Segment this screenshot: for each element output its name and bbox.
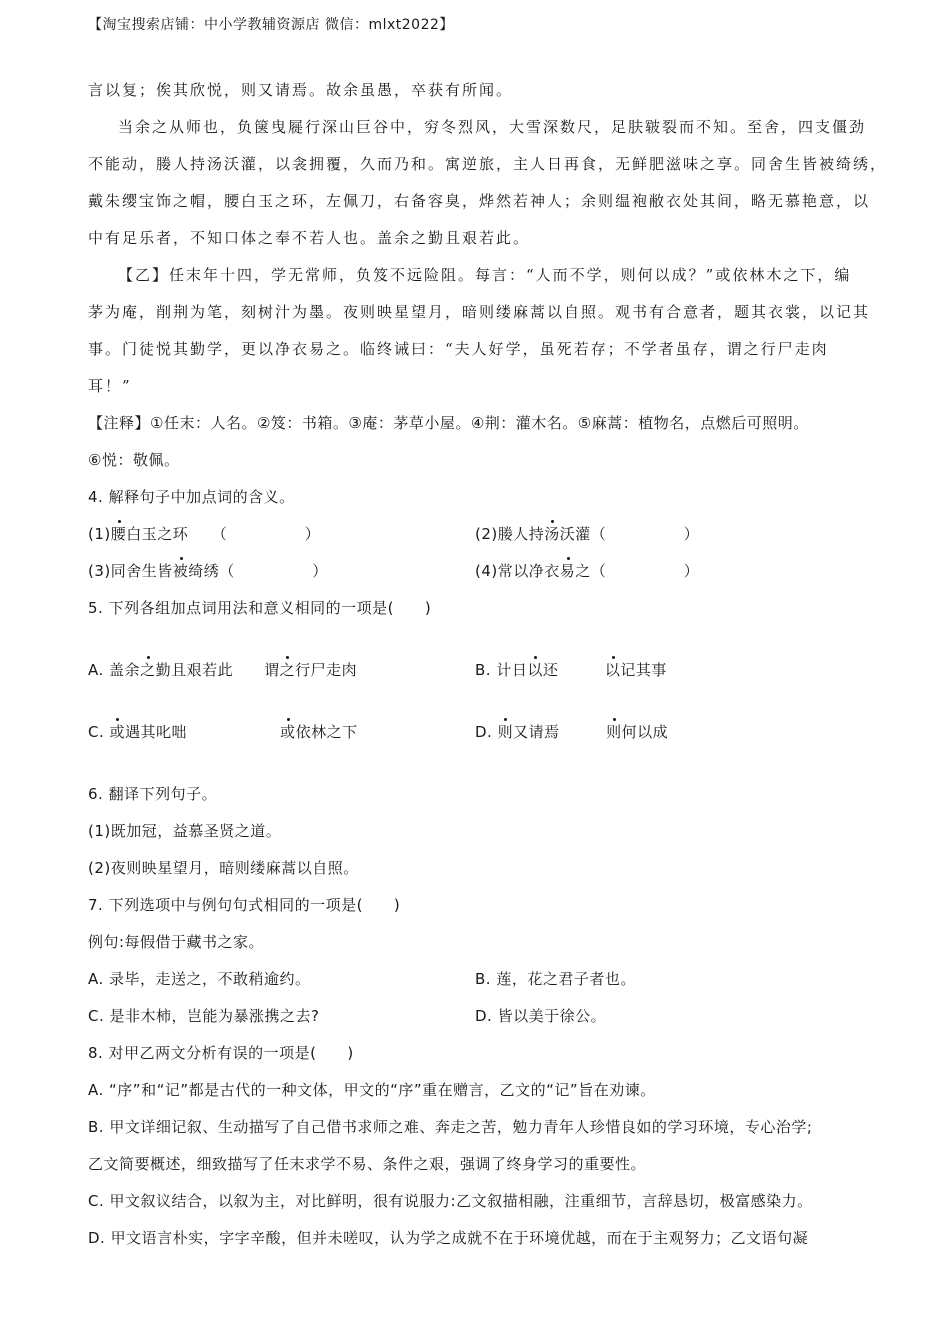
option-a: A. 录毕，走送之，不敢稍逾约。	[88, 970, 311, 988]
option-b: B. 莲，花之君子者也。	[475, 970, 636, 988]
dotted-word: 或	[280, 714, 296, 751]
dotted-word: 易	[560, 553, 576, 590]
page-header-watermark: 【淘宝搜索店铺：中小学教辅资源店 微信：mlxt2022】	[88, 17, 454, 33]
passage-line: 戴朱缨宝饰之帽，腰白玉之环，左佩刀，右备容臭，烨然若神人；余则缊袍敝衣处其间，略无慕艳意，以	[88, 192, 871, 210]
dotted-word: 则	[606, 714, 622, 751]
passage-line: 当余之从师也，负箧曳屣行深山巨谷中，穷冬烈风，大雪深数尺，足肤皲裂而不知。至舍，四支僵劲	[118, 118, 867, 136]
question-6-item: (1)既加冠，益慕圣贤之道。	[88, 822, 282, 840]
question-7-example: 例句:每假借于藏书之家。	[88, 933, 265, 951]
question-8-stem: 8. 对甲乙两文分析有误的一项是( )	[88, 1044, 354, 1062]
passage-line: 【乙】任末年十四，学无常师，负笈不远险阻。每言：“人而不学，则何以成？”或依林木之下，编	[118, 266, 852, 284]
option-d: D. 则又请焉 则何以成	[475, 714, 668, 751]
dotted-word: 以	[527, 652, 543, 689]
dotted-word: 或	[110, 714, 126, 751]
option-c: C. 是非木柿，岂能为暴涨携之去?	[88, 1007, 320, 1025]
question-5-row	[88, 652, 873, 689]
option-b: B. 计日以还 以记其事	[475, 652, 667, 689]
question-8-line: C. 甲文叙议结合，以叙为主，对比鲜明，很有说服力:乙文叙描相融，注重细节，言辞恳切，极富感染力。	[88, 1192, 813, 1210]
question-5-row	[88, 714, 873, 751]
passage-line: 耳！”	[88, 377, 132, 395]
question-4-stem: 4. 解释句子中加点词的含义。	[88, 488, 295, 506]
question-6-stem: 6. 翻译下列句子。	[88, 785, 218, 803]
question-6-item: (2)夜则映星望月，暗则缕麻蒿以自照。	[88, 859, 359, 877]
annotation-line: 【注释】①任末：人名。②笈：书箱。③庵：茅草小屋。④荆：灌木名。⑤麻蒿：植物名，点燃后可照明。	[88, 414, 809, 432]
question-7-row	[88, 998, 873, 1035]
question-4-item-3: (3)同舍生皆被绮绣（ ）	[88, 553, 475, 590]
option-d: D. 皆以美于徐公。	[475, 1007, 607, 1025]
question-4-row	[88, 553, 873, 590]
dotted-word: 汤	[544, 516, 560, 553]
question-4-item-4: (4)常以净衣易之（ ）	[475, 553, 699, 590]
dotted-word: 腰	[111, 516, 127, 553]
dotted-word: 被	[173, 553, 189, 590]
dotted-word: 则	[498, 714, 514, 751]
document-body	[88, 72, 888, 1257]
question-8-line: B. 甲文详细记叙、生动描写了自己借书求师之难、奔走之苦，勉力青年人珍惜良如的学习环境，专心治学;	[88, 1118, 813, 1136]
question-7-row	[88, 961, 873, 998]
question-5-stem: 5. 下列各组加点词用法和意义相同的一项是( )	[88, 599, 432, 617]
dotted-word: 之	[140, 652, 156, 689]
passage-line: 中有足乐者，不知口体之奉不若人也。盖余之勤且艰若此。	[88, 229, 531, 247]
option-a: A. 盖余之勤且艰若此 谓之行尸走肉	[88, 652, 475, 689]
question-4-row	[88, 516, 873, 553]
dotted-word: 之	[280, 652, 296, 689]
option-c: C. 或遇其叱咄 或依林之下	[88, 714, 475, 751]
passage-line: 言以复；俟其欣悦，则又请焉。故余虽愚，卒获有所闻。	[88, 81, 514, 99]
question-8-line: D. 甲文语言朴实，字字辛酸，但并未嗟叹，认为学之成就不在于环境优越，而在于主观努力；乙文语句凝	[88, 1229, 809, 1247]
question-8-line: A. “序”和“记”都是古代的一种文体，甲文的“序”重在赠言，乙文的“记”旨在劝谏。	[88, 1081, 656, 1099]
question-7-stem: 7. 下列选项中与例句句式相同的一项是( )	[88, 896, 401, 914]
question-8-line: 乙文简要概述，细致描写了任末求学不易、条件之艰，强调了终身学习的重要性。	[88, 1155, 647, 1173]
question-4-item-1: (1)腰白玉之环 （ ）	[88, 516, 475, 553]
passage-line: 事。门徒悦其勤学，更以净衣易之。临终诫曰：“夫人好学，虽死若存；不学者虽存，谓之行尸走肉	[88, 340, 829, 358]
question-4-item-2: (2)媵人持汤沃灌（ ）	[475, 516, 699, 553]
dotted-word: 以	[605, 652, 621, 689]
annotation-line: ⑥悦：敬佩。	[88, 451, 180, 469]
passage-line: 茅为庵，削荆为笔，刻树汁为墨。夜则映星望月，暗则缕麻蒿以自照。观书有合意者，题其衣裳，以记其	[88, 303, 871, 321]
passage-line: 不能动，媵人持汤沃灌，以衾拥覆，久而乃和。寓逆旅，主人日再食，无鲜肥滋味之享。同舍生皆被绮绣，	[88, 155, 888, 173]
